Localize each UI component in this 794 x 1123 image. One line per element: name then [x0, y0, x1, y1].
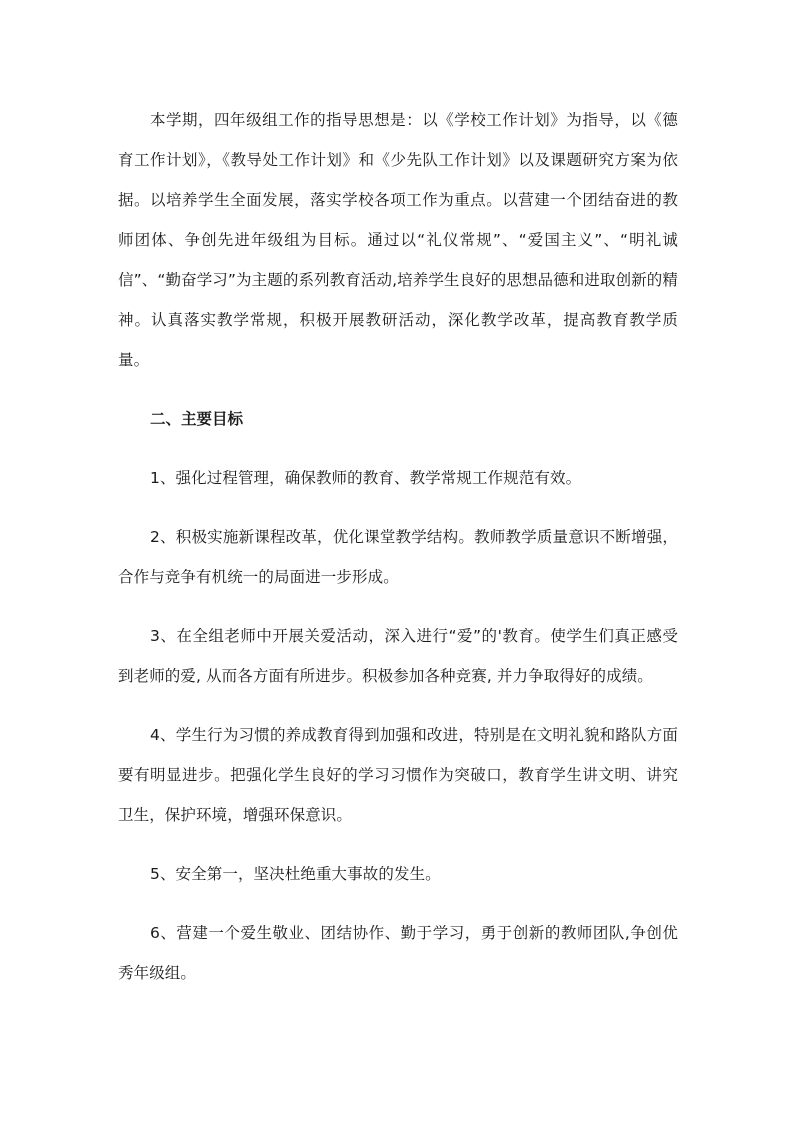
goal-item-6: 6、营建一个爱生敬业、团结协作、勤于学习，勇于创新的教师团队,争创优秀年级组。: [118, 924, 678, 982]
section-heading: 二、主要目标: [150, 410, 244, 428]
goal-item-5: 5、安全第一，坚决杜绝重大事故的发生。: [150, 865, 441, 883]
goal-item-4: 4、学生行为习惯的养成教育得到加强和改进，特别是在文明礼貌和路队方面要有明显进步。把强化学生良好的学习习惯作为突破口，教育学生讲文明、讲究卫生，保护环境，增强环保意识。: [118, 726, 678, 824]
document-body: [118, 100, 678, 993]
goal-item-3: 3、在全组老师中开展关爱活动，深入进行“爱”的'教育。使学生们真正感受到老师的爱, 从而各方面有所进步。积极参加各种竞赛, 并力争取得好的成绩。: [118, 627, 678, 685]
goal-item-1: 1、强化过程管理，确保教师的教育、教学常规工作规范有效。: [150, 469, 582, 487]
intro-paragraph: 本学期，四年级组工作的指导思想是：以《学校工作计划》为指导，以《德育工作计划》，《教导处工作计划》和《少先队工作计划》以及课题研究方案为依据。以培养学生全面发展，落实学校各项工作为重点。以营建一个团结奋进的教师团体、争创先进年级组为目标。通过以“礼仪常规”、“爱国主义”、“明礼诚信”、“勤奋学习”为主题的系列教育活动,培养学生良好的思想品德和进取创新的精神。认真落实教学常规，积极开展教研活动，深化教学改革，提高教育教学质量。: [118, 111, 678, 369]
goal-item-2: 2、积极实施新课程改革，优化课堂教学结构。教师教学质量意识不断增强，合作与竞争有机统一的局面进一步形成。: [118, 528, 678, 586]
